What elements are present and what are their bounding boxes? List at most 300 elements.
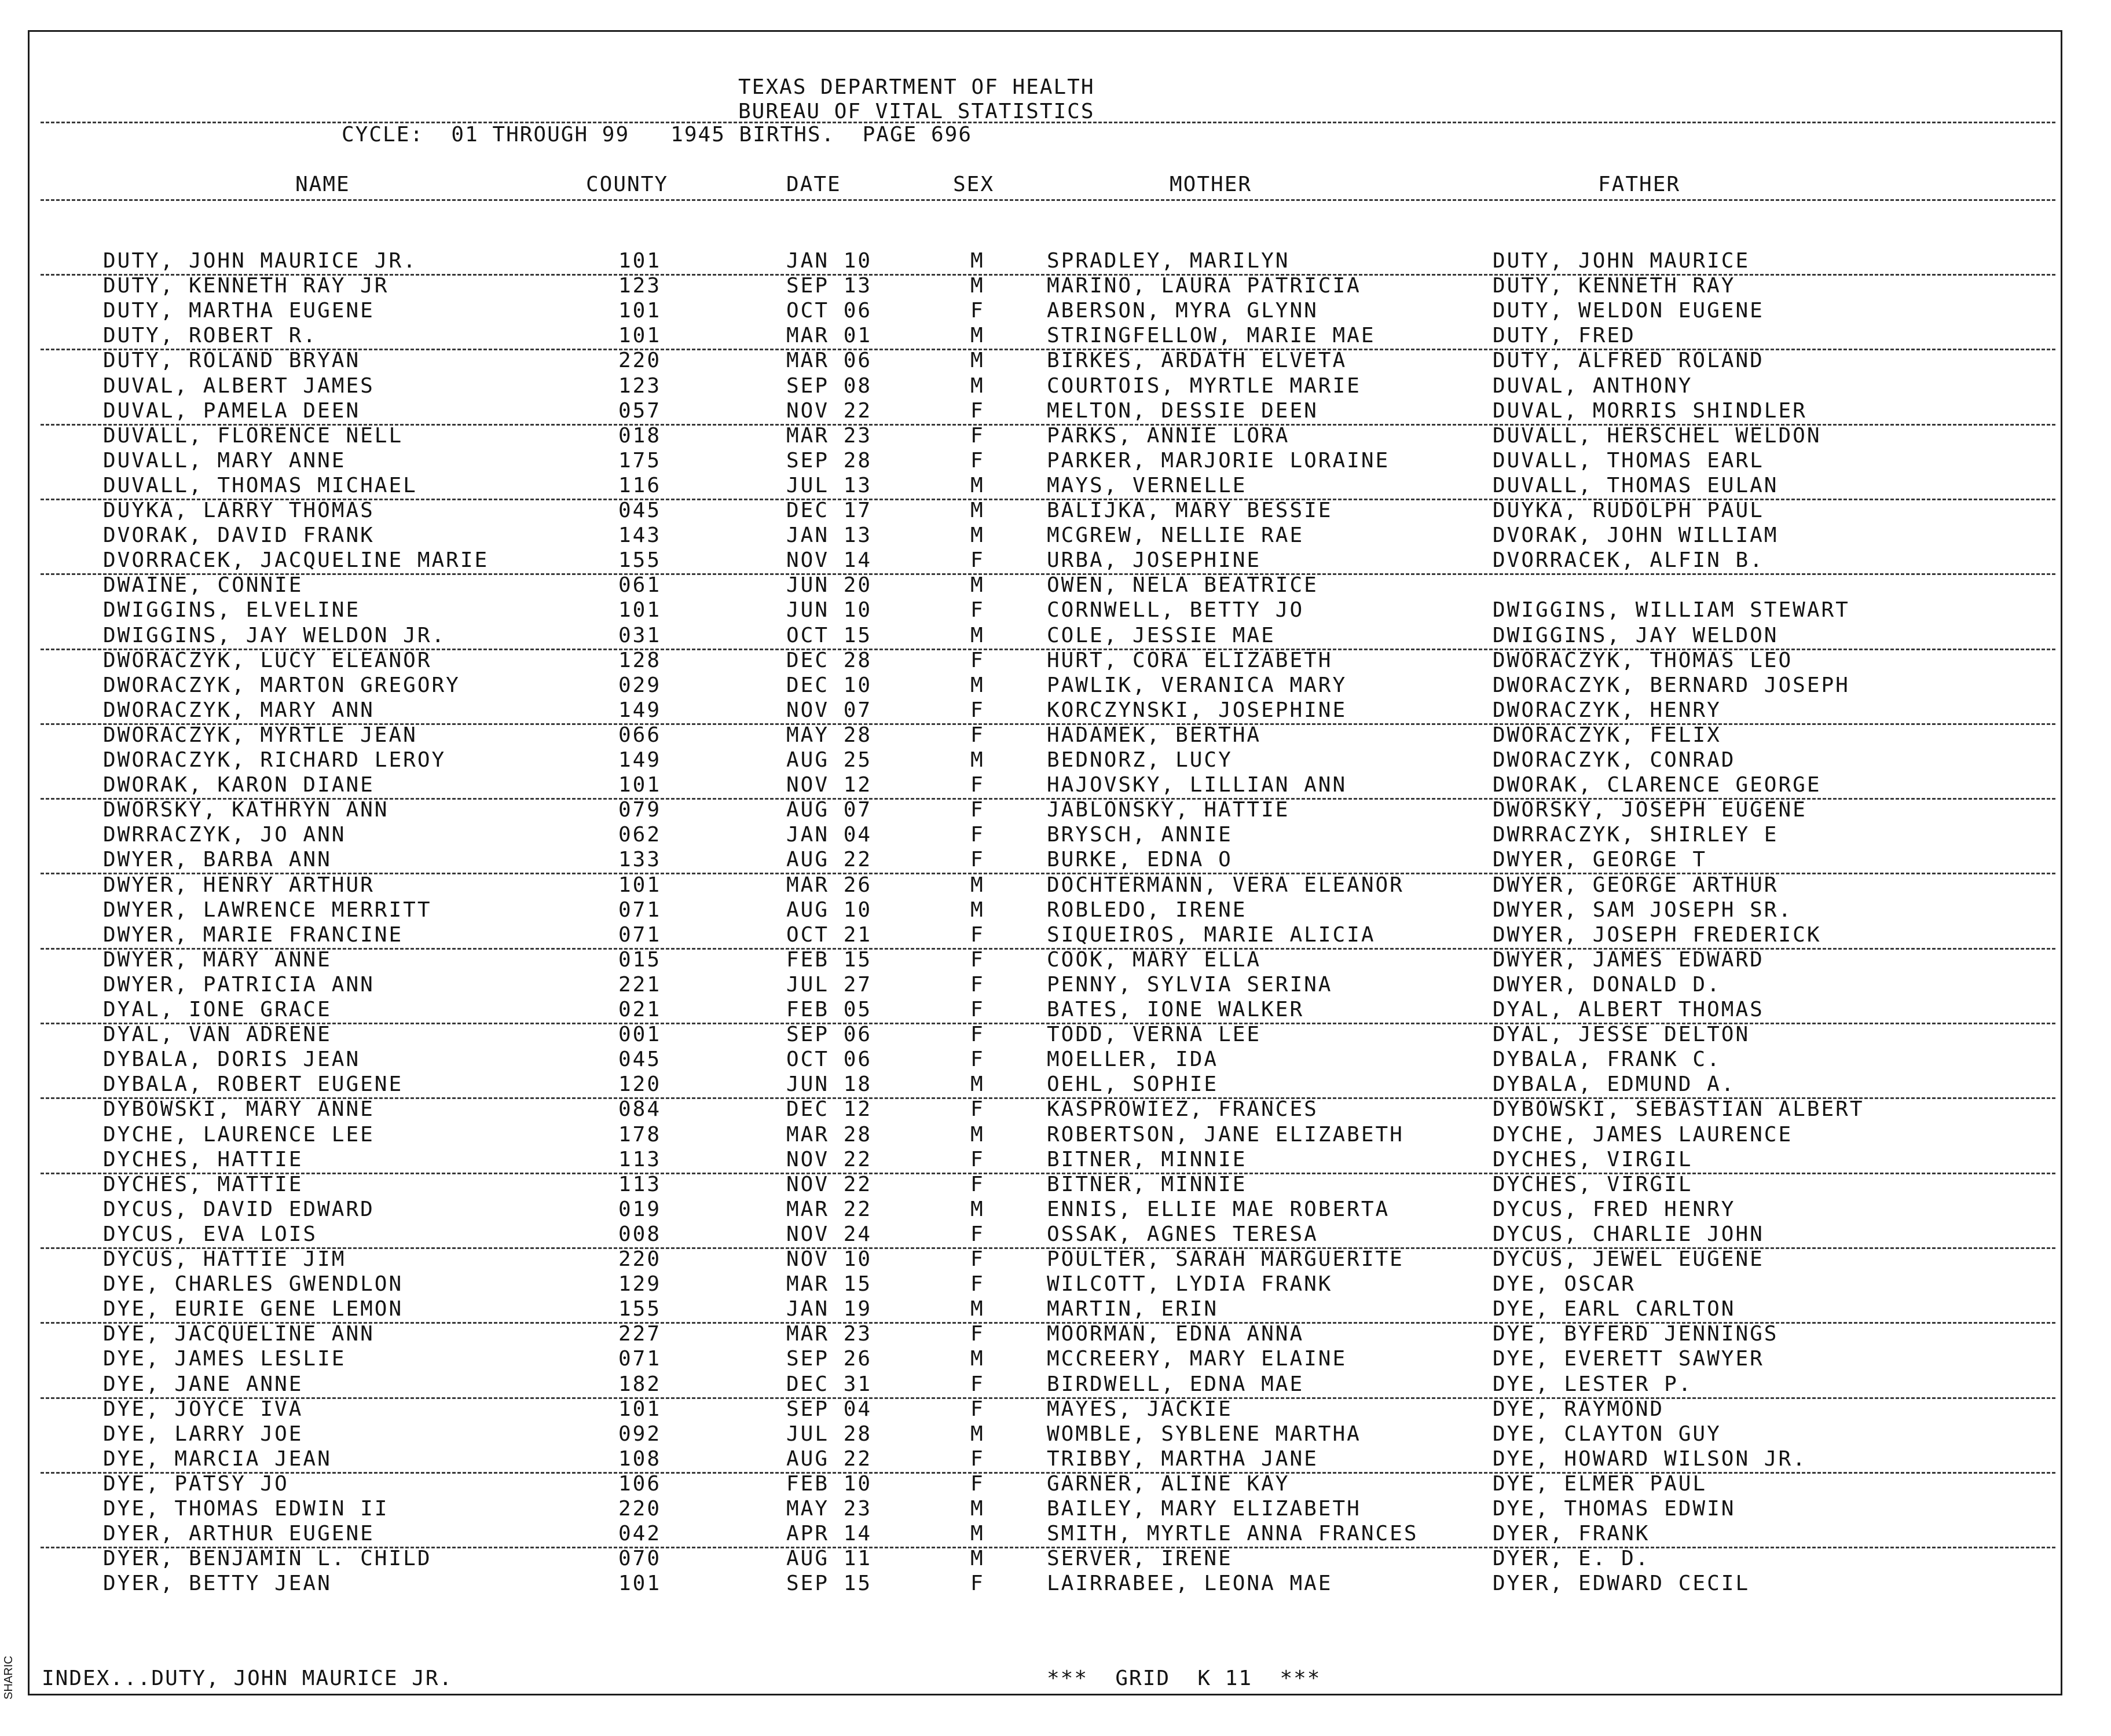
record-mother: TRIBBY, MARTHA JANE xyxy=(1047,1447,1318,1471)
record-county: 071 xyxy=(618,898,662,922)
record-date: MAY 23 xyxy=(786,1497,873,1521)
record-sex: M xyxy=(970,374,985,398)
record-county: 057 xyxy=(618,399,662,423)
record-county: 062 xyxy=(618,823,662,847)
record-mother: BRYSCH, ANNIE xyxy=(1047,823,1233,847)
record-date: SEP 13 xyxy=(786,274,873,298)
record-sex: F xyxy=(970,1472,985,1496)
record-name: DYE, JAMES LESLIE xyxy=(103,1347,346,1371)
record-mother: BITNER, MINNIE xyxy=(1047,1148,1247,1171)
record-county: 182 xyxy=(618,1372,662,1396)
record-father: DUTY, WELDON EUGENE xyxy=(1493,299,1764,323)
record-father: DYER, E. D. xyxy=(1493,1547,1650,1570)
record-sex: F xyxy=(970,698,985,722)
record-sex: F xyxy=(970,948,985,972)
record-row xyxy=(0,1347,2111,1372)
record-date: AUG 07 xyxy=(786,798,873,822)
record-father: DVORAK, JOHN WILLIAM xyxy=(1493,523,1779,547)
record-date: OCT 21 xyxy=(786,923,873,947)
record-name: DYE, EURIE GENE LEMON xyxy=(103,1297,404,1321)
row-separator xyxy=(41,723,2055,725)
record-sex: M xyxy=(970,349,985,372)
record-sex: F xyxy=(970,649,985,672)
record-date: MAR 23 xyxy=(786,424,873,448)
record-row xyxy=(0,723,2111,748)
column-header-mother: MOTHER xyxy=(1170,173,1252,196)
record-name: DWYER, LAWRENCE MERRITT xyxy=(103,898,432,922)
record-mother: MARTIN, ERIN xyxy=(1047,1297,1219,1321)
record-county: 045 xyxy=(618,1048,662,1071)
header-department: TEXAS DEPARTMENT OF HEALTH xyxy=(738,75,1095,99)
record-row xyxy=(0,1447,2111,1472)
record-date: DEC 28 xyxy=(786,649,873,672)
record-name: DYCHES, MATTIE xyxy=(103,1173,303,1196)
record-row xyxy=(0,748,2111,773)
record-date: MAR 01 xyxy=(786,324,873,347)
record-name: DUVAL, PAMELA DEEN xyxy=(103,399,361,423)
record-sex: F xyxy=(970,1023,985,1046)
record-name: DWORACZYK, MYRTLE JEAN xyxy=(103,723,417,747)
record-sex: M xyxy=(970,748,985,772)
record-name: DYAL, VAN ADRENE xyxy=(103,1023,332,1046)
record-sex: F xyxy=(970,449,985,473)
record-date: MAR 23 xyxy=(786,1322,873,1346)
record-date: NOV 24 xyxy=(786,1222,873,1246)
record-county: 220 xyxy=(618,1497,662,1521)
record-county: 113 xyxy=(618,1148,662,1171)
record-name: DUVALL, MARY ANNE xyxy=(103,449,346,473)
record-date: SEP 06 xyxy=(786,1023,873,1046)
record-row xyxy=(0,1072,2111,1097)
record-row xyxy=(0,1048,2111,1072)
record-name: DYE, JOYCE IVA xyxy=(103,1397,303,1421)
record-sex: F xyxy=(970,1322,985,1346)
record-mother: ROBLEDO, IRENE xyxy=(1047,898,1247,922)
record-date: MAY 28 xyxy=(786,723,873,747)
record-father: DUYKA, RUDOLPH PAUL xyxy=(1493,499,1764,522)
record-date: OCT 15 xyxy=(786,624,873,647)
record-county: 149 xyxy=(618,748,662,772)
record-sex: F xyxy=(970,1222,985,1246)
row-separator xyxy=(41,1023,2055,1024)
record-sex: F xyxy=(970,723,985,747)
row-separator xyxy=(41,499,2055,500)
record-sex: M xyxy=(970,249,985,273)
record-county: 101 xyxy=(618,1397,662,1421)
record-name: DUTY, KENNETH RAY JR xyxy=(103,274,389,298)
record-name: DYCUS, EVA LOIS xyxy=(103,1222,318,1246)
column-header-county: COUNTY xyxy=(586,173,669,196)
record-father: DYE, ELMER PAUL xyxy=(1493,1472,1707,1496)
record-row xyxy=(0,1272,2111,1297)
record-county: 061 xyxy=(618,573,662,597)
row-separator xyxy=(41,1322,2055,1324)
record-county: 008 xyxy=(618,1222,662,1246)
record-date: NOV 22 xyxy=(786,1148,873,1171)
record-county: 155 xyxy=(618,548,662,572)
record-sex: F xyxy=(970,1247,985,1271)
record-mother: LAIRRABEE, LEONA MAE xyxy=(1047,1572,1333,1595)
record-mother: COLE, JESSIE MAE xyxy=(1047,624,1276,647)
record-date: JUN 20 xyxy=(786,573,873,597)
record-row xyxy=(0,823,2111,848)
record-county: 101 xyxy=(618,1572,662,1595)
record-date: JUN 18 xyxy=(786,1072,873,1096)
record-name: DWORACZYK, MARY ANN xyxy=(103,698,375,722)
record-father: DYE, OSCAR xyxy=(1493,1272,1636,1296)
record-county: 042 xyxy=(618,1522,662,1545)
record-father: DWYER, DONALD D. xyxy=(1493,973,1721,997)
record-county: 101 xyxy=(618,299,662,323)
row-separator xyxy=(41,274,2055,276)
record-name: DVORRACEK, JACQUELINE MARIE xyxy=(103,548,489,572)
record-mother: BATES, IONE WALKER xyxy=(1047,998,1304,1021)
record-name: DUYKA, LARRY THOMAS xyxy=(103,499,375,522)
record-father: DYE, RAYMOND xyxy=(1493,1397,1665,1421)
record-row xyxy=(0,649,2111,673)
record-name: DYCHE, LAURENCE LEE xyxy=(103,1123,375,1147)
row-separator xyxy=(41,948,2055,950)
record-date: APR 14 xyxy=(786,1522,873,1545)
record-sex: M xyxy=(970,573,985,597)
record-county: 092 xyxy=(618,1422,662,1446)
record-sex: F xyxy=(970,1397,985,1421)
record-mother: POULTER, SARAH MARGUERITE xyxy=(1047,1247,1404,1271)
record-date: MAR 15 xyxy=(786,1272,873,1296)
record-row xyxy=(0,1247,2111,1272)
record-mother: PAWLIK, VERANICA MARY xyxy=(1047,673,1347,697)
record-sex: F xyxy=(970,773,985,797)
record-father: DYBOWSKI, SEBASTIAN ALBERT xyxy=(1493,1097,1864,1121)
record-father: DWYER, SAM JOSEPH SR. xyxy=(1493,898,1793,922)
record-row xyxy=(0,374,2111,399)
record-mother: HURT, CORA ELIZABETH xyxy=(1047,649,1333,672)
record-row xyxy=(0,923,2111,948)
record-mother: OEHL, SOPHIE xyxy=(1047,1072,1219,1096)
record-sex: F xyxy=(970,424,985,448)
record-county: 066 xyxy=(618,723,662,747)
record-county: 045 xyxy=(618,499,662,522)
record-county: 178 xyxy=(618,1123,662,1147)
record-sex: M xyxy=(970,1197,985,1221)
record-sex: F xyxy=(970,973,985,997)
record-sex: F xyxy=(970,1148,985,1171)
record-sex: F xyxy=(970,848,985,871)
row-separator xyxy=(41,1097,2055,1099)
record-father: DUTY, FRED xyxy=(1493,324,1636,347)
record-sex: M xyxy=(970,1422,985,1446)
record-row xyxy=(0,424,2111,449)
record-sex: F xyxy=(970,399,985,423)
record-date: MAR 22 xyxy=(786,1197,873,1221)
column-header-date: DATE xyxy=(786,173,841,196)
column-header-father: FATHER xyxy=(1598,173,1681,196)
record-date: NOV 12 xyxy=(786,773,873,797)
record-county: 015 xyxy=(618,948,662,972)
record-father: DWYER, JOSEPH FREDERICK xyxy=(1493,923,1822,947)
record-name: DWIGGINS, ELVELINE xyxy=(103,598,361,622)
record-county: 227 xyxy=(618,1322,662,1346)
record-row xyxy=(0,848,2111,873)
column-header-divider xyxy=(41,199,2055,201)
record-name: DWORACZYK, LUCY ELEANOR xyxy=(103,649,432,672)
record-father: DWORACZYK, BERNARD JOSEPH xyxy=(1493,673,1850,697)
record-row xyxy=(0,1123,2111,1148)
record-mother: TODD, VERNA LEE xyxy=(1047,1023,1262,1046)
record-row xyxy=(0,324,2111,349)
record-sex: M xyxy=(970,324,985,347)
record-name: DWYER, MARY ANNE xyxy=(103,948,332,972)
record-county: 123 xyxy=(618,374,662,398)
record-name: DYCHES, HATTIE xyxy=(103,1148,303,1171)
record-row xyxy=(0,873,2111,898)
record-name: DUVALL, THOMAS MICHAEL xyxy=(103,474,417,497)
record-name: DYBALA, ROBERT EUGENE xyxy=(103,1072,404,1096)
record-mother: BITNER, MINNIE xyxy=(1047,1173,1247,1196)
record-county: 071 xyxy=(618,923,662,947)
record-date: JUL 27 xyxy=(786,973,873,997)
record-sex: M xyxy=(970,1297,985,1321)
record-sex: M xyxy=(970,1522,985,1545)
record-sex: F xyxy=(970,598,985,622)
record-father: DWORAK, CLARENCE GEORGE xyxy=(1493,773,1822,797)
record-sex: F xyxy=(970,1447,985,1471)
record-mother: BALIJKA, MARY BESSIE xyxy=(1047,499,1333,522)
record-name: DWIGGINS, JAY WELDON JR. xyxy=(103,624,446,647)
row-separator xyxy=(41,798,2055,800)
record-row xyxy=(0,1023,2111,1048)
record-name: DWYER, PATRICIA ANN xyxy=(103,973,375,997)
record-row xyxy=(0,1497,2111,1522)
record-row xyxy=(0,798,2111,823)
record-row xyxy=(0,1322,2111,1347)
record-name: DUTY, ROLAND BRYAN xyxy=(103,349,361,372)
record-row xyxy=(0,1297,2111,1322)
record-county: 101 xyxy=(618,773,662,797)
record-sex: F xyxy=(970,1372,985,1396)
record-mother: WOMBLE, SYBLENE MARTHA xyxy=(1047,1422,1361,1446)
record-county: 220 xyxy=(618,349,662,372)
record-sex: M xyxy=(970,274,985,298)
record-sex: M xyxy=(970,873,985,897)
record-county: 084 xyxy=(618,1097,662,1121)
record-date: JAN 13 xyxy=(786,523,873,547)
record-mother: HAJOVSKY, LILLIAN ANN xyxy=(1047,773,1347,797)
record-name: DWORACZYK, MARTON GREGORY xyxy=(103,673,460,697)
record-county: 001 xyxy=(618,1023,662,1046)
record-row xyxy=(0,474,2111,499)
record-mother: SIQUEIROS, MARIE ALICIA xyxy=(1047,923,1376,947)
record-row xyxy=(0,499,2111,523)
record-father: DYE, BYFERD JENNINGS xyxy=(1493,1322,1779,1346)
record-mother: CORNWELL, BETTY JO xyxy=(1047,598,1304,622)
column-header-name: NAME xyxy=(295,173,350,196)
record-mother: ENNIS, ELLIE MAE ROBERTA xyxy=(1047,1197,1390,1221)
record-name: DYER, BETTY JEAN xyxy=(103,1572,332,1595)
record-father: DUVALL, THOMAS EULAN xyxy=(1493,474,1779,497)
record-date: NOV 22 xyxy=(786,1173,873,1196)
record-mother: URBA, JOSEPHINE xyxy=(1047,548,1262,572)
record-row xyxy=(0,1572,2111,1596)
record-mother: SPRADLEY, MARILYN xyxy=(1047,249,1290,273)
record-father: DYCUS, FRED HENRY xyxy=(1493,1197,1736,1221)
record-name: DYE, CHARLES GWENDLON xyxy=(103,1272,404,1296)
row-separator xyxy=(41,1397,2055,1399)
record-name: DWORACZYK, RICHARD LEROY xyxy=(103,748,446,772)
record-name: DUVALL, FLORENCE NELL xyxy=(103,424,404,448)
record-father: DWORACZYK, CONRAD xyxy=(1493,748,1736,772)
record-sex: M xyxy=(970,474,985,497)
record-county: 149 xyxy=(618,698,662,722)
record-mother: MELTON, DESSIE DEEN xyxy=(1047,399,1318,423)
record-name: DWRRACZYK, JO ANN xyxy=(103,823,346,847)
record-row xyxy=(0,1547,2111,1572)
record-county: 101 xyxy=(618,324,662,347)
row-separator xyxy=(41,424,2055,426)
record-date: NOV 14 xyxy=(786,548,873,572)
record-date: AUG 10 xyxy=(786,898,873,922)
record-mother: BAILEY, MARY ELIZABETH xyxy=(1047,1497,1361,1521)
record-mother: STRINGFELLOW, MARIE MAE xyxy=(1047,324,1376,347)
record-sex: F xyxy=(970,1272,985,1296)
record-row xyxy=(0,299,2111,324)
record-row xyxy=(0,349,2111,373)
record-date: JUN 10 xyxy=(786,598,873,622)
record-name: DYE, JANE ANNE xyxy=(103,1372,303,1396)
record-mother: KORCZYNSKI, JOSEPHINE xyxy=(1047,698,1347,722)
record-father: DYCHES, VIRGIL xyxy=(1493,1173,1693,1196)
record-sex: F xyxy=(970,923,985,947)
record-name: DWYER, HENRY ARTHUR xyxy=(103,873,375,897)
record-date: SEP 08 xyxy=(786,374,873,398)
record-date: MAR 06 xyxy=(786,349,873,372)
row-separator xyxy=(41,1173,2055,1174)
record-county: 071 xyxy=(618,1347,662,1371)
record-date: MAR 26 xyxy=(786,873,873,897)
record-name: DYE, MARCIA JEAN xyxy=(103,1447,332,1471)
record-father: DWYER, GEORGE ARTHUR xyxy=(1493,873,1779,897)
record-row xyxy=(0,973,2111,998)
record-date: SEP 26 xyxy=(786,1347,873,1371)
record-mother: HADAMEK, BERTHA xyxy=(1047,723,1262,747)
record-county: 123 xyxy=(618,274,662,298)
record-row xyxy=(0,673,2111,698)
record-row xyxy=(0,948,2111,973)
record-mother: PENNY, SYLVIA SERINA xyxy=(1047,973,1333,997)
record-county: 021 xyxy=(618,998,662,1021)
record-sex: F xyxy=(970,1048,985,1071)
record-mother: MCGREW, NELLIE RAE xyxy=(1047,523,1304,547)
record-county: 133 xyxy=(618,848,662,871)
record-mother: MOORMAN, EDNA ANNA xyxy=(1047,1322,1304,1346)
record-mother: ROBERTSON, JANE ELIZABETH xyxy=(1047,1123,1404,1147)
record-mother: KASPROWIEZ, FRANCES xyxy=(1047,1097,1318,1121)
record-row xyxy=(0,1422,2111,1447)
record-father: DUVALL, HERSCHEL WELDON xyxy=(1493,424,1822,448)
record-sex: F xyxy=(970,823,985,847)
record-father: DYE, LESTER P. xyxy=(1493,1372,1693,1396)
record-row xyxy=(0,1397,2111,1422)
record-name: DYER, BENJAMIN L. CHILD xyxy=(103,1547,432,1570)
record-date: AUG 22 xyxy=(786,848,873,871)
header-bureau: BUREAU OF VITAL STATISTICS xyxy=(738,100,1095,123)
record-father: DWORACZYK, HENRY xyxy=(1493,698,1721,722)
record-sex: M xyxy=(970,1347,985,1371)
record-mother: OSSAK, AGNES TERESA xyxy=(1047,1222,1318,1246)
record-name: DVORAK, DAVID FRANK xyxy=(103,523,375,547)
record-row xyxy=(0,1372,2111,1397)
record-father: DWYER, JAMES EDWARD xyxy=(1493,948,1764,972)
record-name: DYBOWSKI, MARY ANNE xyxy=(103,1097,375,1121)
record-father: DYCHES, VIRGIL xyxy=(1493,1148,1693,1171)
record-row xyxy=(0,1197,2111,1222)
record-father: DYBALA, EDMUND A. xyxy=(1493,1072,1736,1096)
row-separator xyxy=(41,1547,2055,1548)
record-name: DYCUS, HATTIE JIM xyxy=(103,1247,346,1271)
record-father: DWIGGINS, WILLIAM STEWART xyxy=(1493,598,1850,622)
record-name: DWYER, MARIE FRANCINE xyxy=(103,923,404,947)
record-father: DWIGGINS, JAY WELDON xyxy=(1493,624,1779,647)
row-separator xyxy=(41,1472,2055,1474)
record-date: FEB 15 xyxy=(786,948,873,972)
record-mother: BIRKES, ARDATH ELVETA xyxy=(1047,349,1347,372)
record-mother: MCCREERY, MARY ELAINE xyxy=(1047,1347,1347,1371)
record-sex: M xyxy=(970,624,985,647)
record-date: DEC 17 xyxy=(786,499,873,522)
record-name: DYE, LARRY JOE xyxy=(103,1422,303,1446)
record-name: DUTY, MARTHA EUGENE xyxy=(103,299,375,323)
record-mother: MAYS, VERNELLE xyxy=(1047,474,1247,497)
record-date: JUL 28 xyxy=(786,1422,873,1446)
record-row xyxy=(0,274,2111,299)
record-mother: WILCOTT, LYDIA FRANK xyxy=(1047,1272,1333,1296)
record-county: 018 xyxy=(618,424,662,448)
row-separator xyxy=(41,573,2055,575)
record-row xyxy=(0,449,2111,474)
row-separator xyxy=(41,649,2055,650)
record-sex: F xyxy=(970,1097,985,1121)
cycle-line: CYCLE: 01 THROUGH 99 1945 BIRTHS. PAGE 696 xyxy=(342,123,972,147)
record-mother: SMITH, MYRTLE ANNA FRANCES xyxy=(1047,1522,1419,1545)
record-father: DUTY, JOHN MAURICE xyxy=(1493,249,1750,273)
record-sex: M xyxy=(970,673,985,697)
record-county: 101 xyxy=(618,249,662,273)
record-name: DYER, ARTHUR EUGENE xyxy=(103,1522,375,1545)
row-separator xyxy=(41,873,2055,874)
record-row xyxy=(0,898,2111,923)
record-father: DYER, EDWARD CECIL xyxy=(1493,1572,1750,1595)
record-county: 113 xyxy=(618,1173,662,1196)
record-name: DUVAL, ALBERT JAMES xyxy=(103,374,375,398)
record-date: JAN 10 xyxy=(786,249,873,273)
record-mother: MARINO, LAURA PATRICIA xyxy=(1047,274,1361,298)
record-father: DUVAL, MORRIS SHINDLER xyxy=(1493,399,1807,423)
record-county: 128 xyxy=(618,649,662,672)
record-county: 079 xyxy=(618,798,662,822)
record-row xyxy=(0,523,2111,548)
record-sex: F xyxy=(970,548,985,572)
record-father: DUTY, ALFRED ROLAND xyxy=(1493,349,1764,372)
record-name: DUTY, ROBERT R. xyxy=(103,324,318,347)
record-row xyxy=(0,773,2111,798)
record-sex: M xyxy=(970,523,985,547)
record-date: SEP 04 xyxy=(786,1397,873,1421)
record-county: 129 xyxy=(618,1272,662,1296)
record-county: 101 xyxy=(618,598,662,622)
record-row xyxy=(0,573,2111,598)
record-father: DYBALA, FRANK C. xyxy=(1493,1048,1721,1071)
record-county: 155 xyxy=(618,1297,662,1321)
